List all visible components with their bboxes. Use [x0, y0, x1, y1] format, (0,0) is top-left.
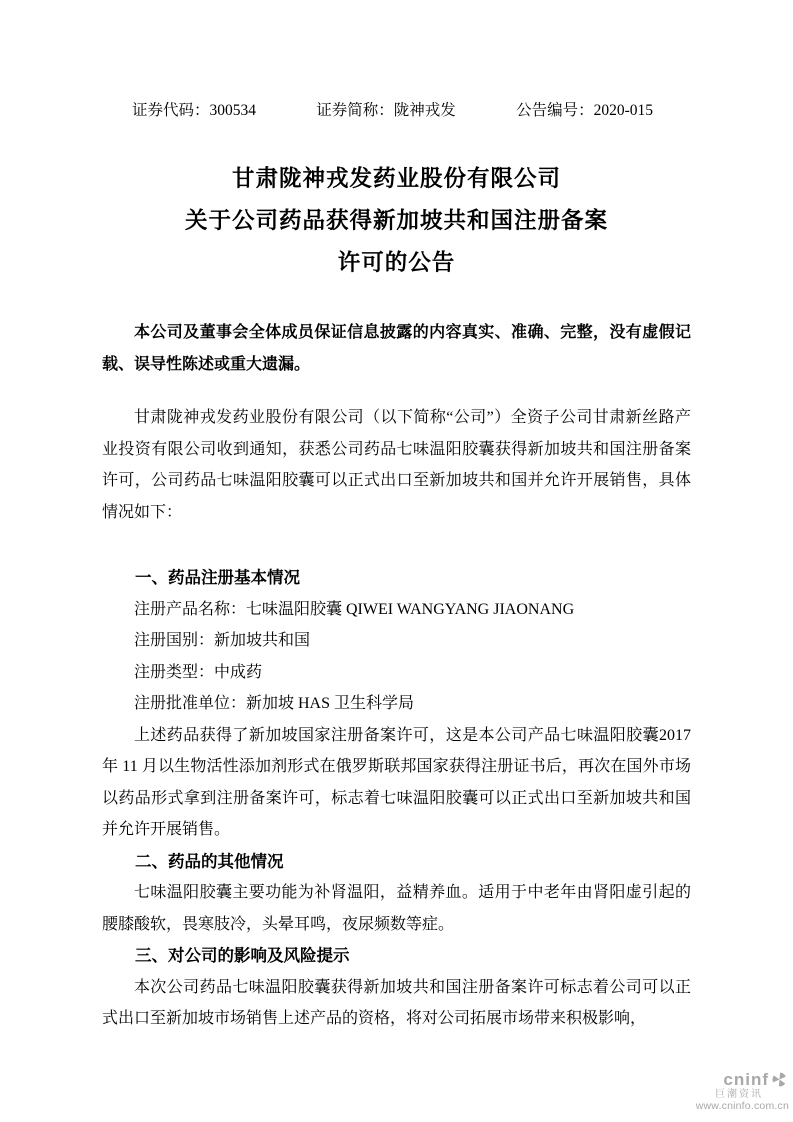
- intro-paragraph: 甘肃陇神戎发药业股份有限公司（以下简称“公司”）全资子公司甘肃新丝路产业投资有限公司收到通知，获悉公司药品七味温阳胶囊获得新加坡共和国注册备案许可，公司药品七味温阳胶囊可以正式出口至新加坡共和国并允许开展销售，具体情况如下：: [102, 409, 691, 521]
- cninfo-url: www.cninfo.com.cn: [695, 1100, 789, 1113]
- stock-abbr: 证券简称：陇神戎发: [316, 102, 456, 119]
- title-line-2: 关于公司药品获得新加坡共和国注册备案: [184, 208, 608, 233]
- cninfo-brand-text: cninf: [723, 1069, 769, 1089]
- registration-authority: 注册批准单位：新加坡 HAS 卫生科学局: [134, 695, 415, 712]
- disclaimer-paragraph: 本公司及董事会全体成员保证信息披露的内容真实、准确、完整，没有虚假记载、误导性陈述或重大遗漏。: [102, 324, 691, 373]
- cninfo-brand-row: [696, 1070, 789, 1089]
- section-3-paragraph: 本次公司药品七味温阳胶囊获得新加坡共和国注册备案许可标志着公司可以正式出口至新加坡市场销售上述产品的资格，将对公司拓展市场带来积极影响，: [102, 978, 691, 1027]
- section-2-paragraph: 七味温阳胶囊主要功能为补肾温阳，益精养血。适用于中老年由肾阳虚引起的腰膝酸软，畏寒肢冷，头晕耳鸣，夜尿频数等症。: [102, 884, 691, 933]
- title-line-1: 甘肃陇神戎发药业股份有限公司: [231, 166, 561, 191]
- stock-code: 证券代码：300534: [132, 102, 257, 119]
- section-3-heading: 三、对公司的影响及风险提示: [135, 946, 350, 965]
- cninfo-swirl-icon: [770, 1070, 789, 1089]
- announcement-number: 公告编号：2020-015: [516, 102, 653, 119]
- document-header: [132, 101, 653, 121]
- registration-product-name: 注册产品名称：七味温阳胶囊 QIWEI WANGYANG JIAONANG: [134, 600, 575, 618]
- registration-type: 注册类型：中成药: [134, 663, 263, 681]
- cninfo-watermark: [696, 1070, 789, 1113]
- title-line-3: 许可的公告: [337, 250, 456, 275]
- cninfo-chinese-name: 巨潮资讯: [715, 1089, 763, 1101]
- registration-country: 注册国别：新加坡共和国: [134, 632, 311, 649]
- document-title: [102, 0, 691, 284]
- section-1-paragraph: 上述药品获得了新加坡国家注册备案许可，这是本公司产品七味温阳胶囊2017 年 11 月以生物活性添加剂形式在俄罗斯联邦国家获得注册证书后，再次在国外市场以药品形式拿到注册备案许可，标志着七味温阳胶囊可以正式出口至新加坡共和国并允许开展销售。: [102, 726, 691, 838]
- section-1-heading: 一、药品注册基本情况: [135, 568, 300, 587]
- section-2-heading: 二、药品的其他情况: [135, 851, 284, 871]
